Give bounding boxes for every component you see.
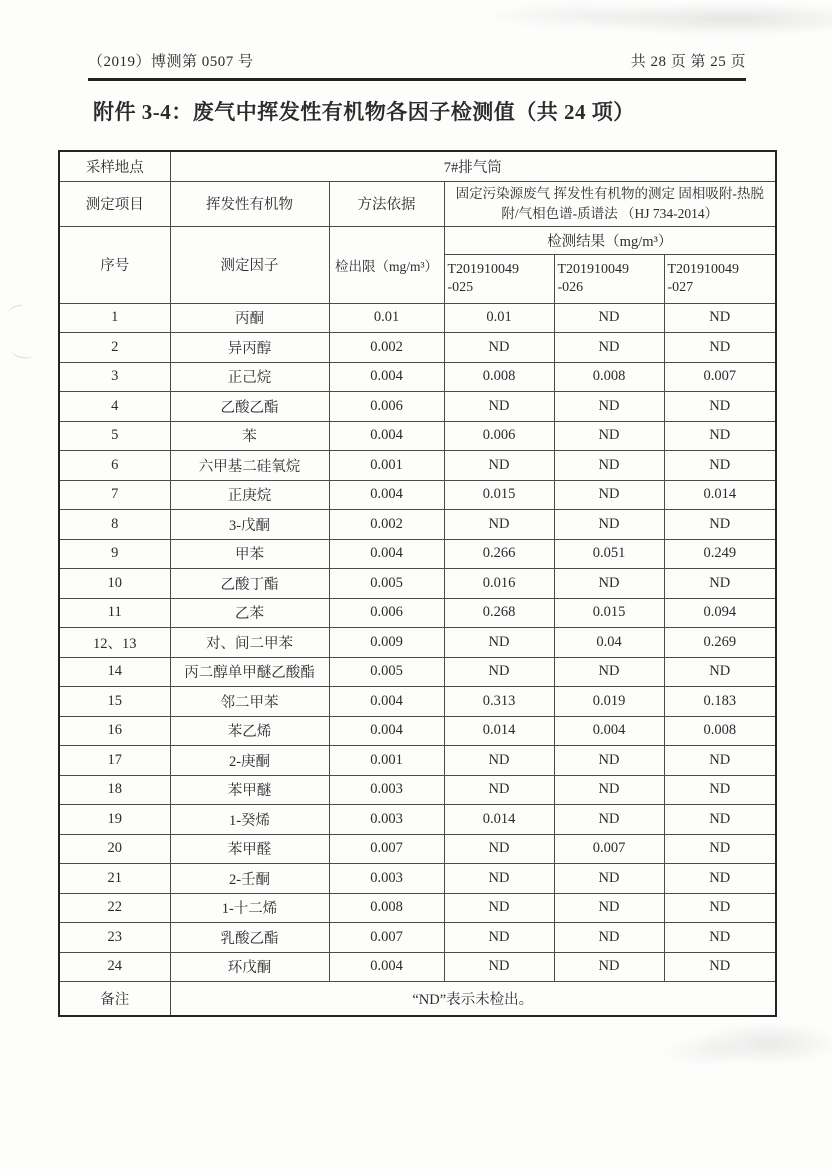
row-result-cell: 0.008	[554, 362, 664, 392]
row-limit-cell: 0.003	[329, 775, 444, 805]
test-item-label: 测定项目	[59, 181, 170, 226]
row-seq-cell: 20	[59, 834, 170, 864]
row-seq-cell: 15	[59, 687, 170, 717]
row-seq-cell: 7	[59, 480, 170, 510]
row-result-cell: ND	[444, 392, 554, 422]
row-result-cell: 0.004	[554, 716, 664, 746]
row-limit-cell: 0.007	[329, 923, 444, 953]
row-result-cell: ND	[444, 746, 554, 776]
row-limit-cell: 0.005	[329, 569, 444, 599]
table-row	[59, 510, 776, 540]
table-row	[59, 392, 776, 422]
row-result-cell: ND	[664, 923, 776, 953]
table-row	[59, 569, 776, 599]
row-result-cell: 0.01	[444, 303, 554, 333]
scan-pencil-mark	[11, 346, 33, 360]
row-result-cell: ND	[554, 657, 664, 687]
table-row	[59, 952, 776, 982]
col-header-sample-027	[664, 254, 776, 303]
row-result-cell: 0.008	[664, 716, 776, 746]
table-row	[59, 628, 776, 658]
table-row	[59, 864, 776, 894]
row-result-cell: ND	[664, 421, 776, 451]
row-result-cell: 0.008	[444, 362, 554, 392]
row-seq-cell: 5	[59, 421, 170, 451]
row-seq-cell: 21	[59, 864, 170, 894]
row-result-cell: ND	[664, 746, 776, 776]
row-result-cell: ND	[554, 480, 664, 510]
row-limit-cell: 0.006	[329, 392, 444, 422]
scan-smudge-bottom-right	[660, 1022, 832, 1070]
remark-row	[59, 982, 776, 1016]
table-row	[59, 333, 776, 363]
row-result-cell: ND	[444, 923, 554, 953]
table-row	[59, 716, 776, 746]
row-seq-cell: 23	[59, 923, 170, 953]
row-factor-cell: 正己烷	[170, 362, 329, 392]
row-result-cell: ND	[554, 421, 664, 451]
table-row	[59, 598, 776, 628]
row-limit-cell: 0.004	[329, 716, 444, 746]
col-header-sample-026	[554, 254, 664, 303]
sample-id-line: T201910049	[667, 261, 740, 277]
row-limit-cell: 0.001	[329, 451, 444, 481]
method-row	[59, 181, 776, 226]
table-row	[59, 362, 776, 392]
row-seq-cell: 4	[59, 392, 170, 422]
row-limit-cell: 0.006	[329, 598, 444, 628]
row-limit-cell: 0.004	[329, 952, 444, 982]
row-seq-cell: 2	[59, 333, 170, 363]
row-seq-cell: 11	[59, 598, 170, 628]
row-result-cell: ND	[444, 657, 554, 687]
sample-id-line: T201910049	[447, 261, 520, 277]
row-result-cell: ND	[444, 775, 554, 805]
table-row	[59, 303, 776, 333]
row-result-cell: 0.015	[444, 480, 554, 510]
row-factor-cell: 乙苯	[170, 598, 329, 628]
row-result-cell: ND	[554, 746, 664, 776]
row-factor-cell: 苯乙烯	[170, 716, 329, 746]
method-value: 固定污染源废气 挥发性有机物的测定 固相吸附-热脱附/气相色谱-质谱法 （HJ 734-2014）	[444, 181, 776, 226]
row-factor-cell: 2-壬酮	[170, 864, 329, 894]
row-limit-cell: 0.003	[329, 864, 444, 894]
row-result-cell: ND	[664, 333, 776, 363]
row-result-cell: 0.183	[664, 687, 776, 717]
row-result-cell: ND	[664, 893, 776, 923]
table-row	[59, 746, 776, 776]
sampling-site-row	[59, 151, 776, 181]
row-limit-cell: 0.007	[329, 834, 444, 864]
table-row	[59, 893, 776, 923]
row-result-cell: 0.268	[444, 598, 554, 628]
scan-smudge-top	[470, 2, 832, 36]
row-result-cell: ND	[664, 834, 776, 864]
row-factor-cell: 苯	[170, 421, 329, 451]
row-result-cell: ND	[554, 510, 664, 540]
table-row	[59, 923, 776, 953]
row-result-cell: ND	[444, 893, 554, 923]
row-seq-cell: 10	[59, 569, 170, 599]
row-result-cell: 0.019	[554, 687, 664, 717]
col-header-sample-025	[444, 254, 554, 303]
sampling-site-value: 7#排气筒	[170, 151, 776, 181]
column-header-row	[59, 226, 776, 254]
row-result-cell: ND	[444, 628, 554, 658]
row-result-cell: 0.269	[664, 628, 776, 658]
row-result-cell: 0.04	[554, 628, 664, 658]
table-row	[59, 805, 776, 835]
sampling-site-label: 采样地点	[59, 151, 170, 181]
row-result-cell: 0.016	[444, 569, 554, 599]
table-row	[59, 687, 776, 717]
row-seq-cell: 1	[59, 303, 170, 333]
row-factor-cell: 3-戊酮	[170, 510, 329, 540]
table-row	[59, 775, 776, 805]
table-row	[59, 480, 776, 510]
row-result-cell: 0.094	[664, 598, 776, 628]
row-limit-cell: 0.004	[329, 480, 444, 510]
row-result-cell: ND	[554, 805, 664, 835]
row-seq-cell: 16	[59, 716, 170, 746]
row-limit-cell: 0.002	[329, 333, 444, 363]
row-result-cell: 0.015	[554, 598, 664, 628]
row-seq-cell: 8	[59, 510, 170, 540]
table-row	[59, 539, 776, 569]
row-result-cell: ND	[554, 303, 664, 333]
row-result-cell: 0.313	[444, 687, 554, 717]
row-result-cell: ND	[444, 510, 554, 540]
row-result-cell: ND	[554, 569, 664, 599]
row-factor-cell: 六甲基二硅氧烷	[170, 451, 329, 481]
row-result-cell: ND	[444, 952, 554, 982]
row-factor-cell: 2-庚酮	[170, 746, 329, 776]
row-result-cell: ND	[664, 569, 776, 599]
row-result-cell: 0.014	[664, 480, 776, 510]
row-result-cell: ND	[554, 775, 664, 805]
scan-pencil-mark	[7, 304, 25, 317]
row-result-cell: 0.006	[444, 421, 554, 451]
page-header	[88, 50, 746, 81]
row-result-cell: ND	[444, 451, 554, 481]
row-seq-cell: 6	[59, 451, 170, 481]
table-row	[59, 834, 776, 864]
row-result-cell: ND	[554, 893, 664, 923]
voc-results-table	[58, 150, 777, 1017]
row-limit-cell: 0.005	[329, 657, 444, 687]
row-limit-cell: 0.003	[329, 805, 444, 835]
row-result-cell: 0.007	[554, 834, 664, 864]
row-limit-cell: 0.004	[329, 362, 444, 392]
row-factor-cell: 1-癸烯	[170, 805, 329, 835]
row-limit-cell: 0.009	[329, 628, 444, 658]
row-seq-cell: 19	[59, 805, 170, 835]
row-result-cell: ND	[664, 451, 776, 481]
col-header-detection-limit: 检出限（mg/m³）	[329, 226, 444, 303]
row-result-cell: ND	[554, 333, 664, 363]
row-factor-cell: 丙二醇单甲醚乙酸酯	[170, 657, 329, 687]
row-result-cell: ND	[554, 392, 664, 422]
sample-id-line: -025	[447, 279, 474, 295]
row-factor-cell: 丙酮	[170, 303, 329, 333]
row-factor-cell: 甲苯	[170, 539, 329, 569]
row-factor-cell: 乙酸乙酯	[170, 392, 329, 422]
row-result-cell: ND	[444, 333, 554, 363]
row-result-cell: ND	[664, 805, 776, 835]
row-seq-cell: 22	[59, 893, 170, 923]
row-factor-cell: 异丙醇	[170, 333, 329, 363]
sample-id-line: -026	[557, 279, 584, 295]
page-count: 共 28 页 第 25 页	[630, 54, 746, 70]
row-seq-cell: 3	[59, 362, 170, 392]
row-seq-cell: 9	[59, 539, 170, 569]
row-seq-cell: 24	[59, 952, 170, 982]
row-factor-cell: 乙酸丁酯	[170, 569, 329, 599]
row-limit-cell: 0.004	[329, 421, 444, 451]
row-result-cell: ND	[554, 952, 664, 982]
col-header-factor: 测定因子	[170, 226, 329, 303]
row-result-cell: ND	[664, 510, 776, 540]
col-header-result-group: 检测结果（mg/m³）	[444, 226, 776, 254]
voc-table-body	[59, 151, 776, 1016]
row-factor-cell: 邻二甲苯	[170, 687, 329, 717]
row-seq-cell: 12、13	[59, 628, 170, 658]
table-row	[59, 657, 776, 687]
row-limit-cell: 0.004	[329, 687, 444, 717]
row-result-cell: 0.014	[444, 716, 554, 746]
row-result-cell: 0.007	[664, 362, 776, 392]
row-result-cell: ND	[554, 451, 664, 481]
row-factor-cell: 1-十二烯	[170, 893, 329, 923]
row-result-cell: 0.051	[554, 539, 664, 569]
table-row	[59, 451, 776, 481]
row-limit-cell: 0.001	[329, 746, 444, 776]
row-factor-cell: 环戊酮	[170, 952, 329, 982]
row-result-cell: ND	[664, 775, 776, 805]
row-limit-cell: 0.01	[329, 303, 444, 333]
row-limit-cell: 0.002	[329, 510, 444, 540]
row-result-cell: 0.014	[444, 805, 554, 835]
row-result-cell: 0.266	[444, 539, 554, 569]
sample-id-line: T201910049	[557, 261, 630, 277]
row-factor-cell: 乳酸乙酯	[170, 923, 329, 953]
row-limit-cell: 0.004	[329, 539, 444, 569]
row-result-cell: ND	[664, 392, 776, 422]
row-limit-cell: 0.008	[329, 893, 444, 923]
row-result-cell: ND	[664, 657, 776, 687]
method-label: 方法依据	[329, 181, 444, 226]
row-result-cell: 0.249	[664, 539, 776, 569]
test-item-value: 挥发性有机物	[170, 181, 329, 226]
row-seq-cell: 17	[59, 746, 170, 776]
row-result-cell: ND	[664, 952, 776, 982]
row-result-cell: ND	[664, 303, 776, 333]
row-factor-cell: 正庚烷	[170, 480, 329, 510]
remark-label: 备注	[59, 982, 170, 1016]
row-result-cell: ND	[664, 864, 776, 894]
row-seq-cell: 14	[59, 657, 170, 687]
row-seq-cell: 18	[59, 775, 170, 805]
row-factor-cell: 对、间二甲苯	[170, 628, 329, 658]
row-factor-cell: 苯甲醛	[170, 834, 329, 864]
row-result-cell: ND	[444, 864, 554, 894]
doc-number: （2019）博测第 0507 号	[88, 54, 254, 70]
row-result-cell: ND	[444, 834, 554, 864]
table-row	[59, 421, 776, 451]
row-factor-cell: 苯甲醚	[170, 775, 329, 805]
sample-id-line: -027	[667, 279, 694, 295]
page-title: 附件 3-4：废气中挥发性有机物各因子检测值（共 24 项）	[93, 100, 635, 124]
row-result-cell: ND	[554, 864, 664, 894]
col-header-seq: 序号	[59, 226, 170, 303]
row-result-cell: ND	[554, 923, 664, 953]
remark-value: “ND”表示未检出。	[170, 982, 776, 1016]
